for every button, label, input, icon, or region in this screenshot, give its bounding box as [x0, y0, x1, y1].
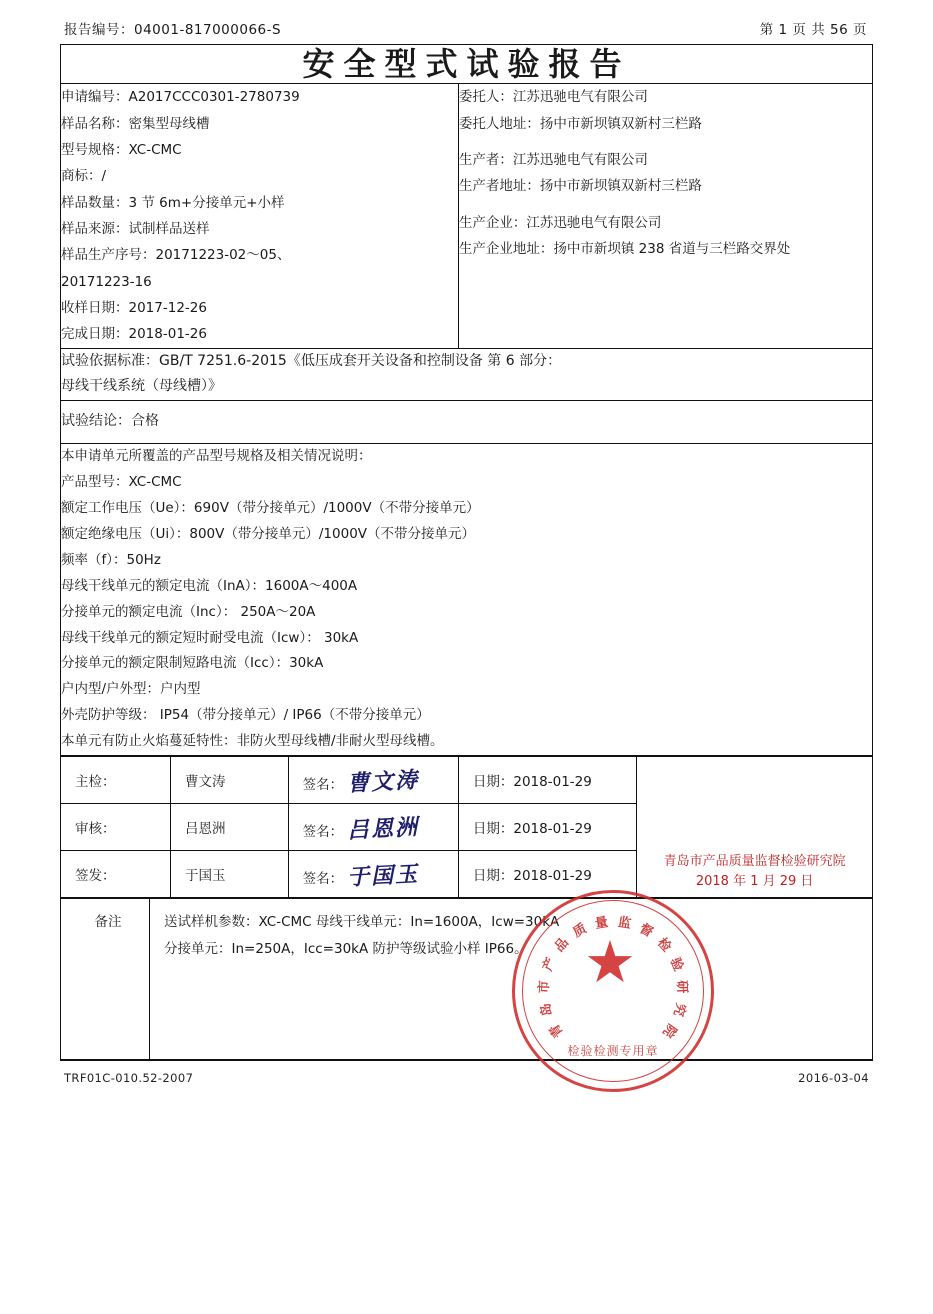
remark-label: 备注: [61, 899, 150, 1060]
seal-ring-text: 青 岛 市 产 品 质 量 监 督 检 验 研 究 院: [536, 914, 690, 1040]
page-header: [60, 18, 873, 44]
value: 密集型母线槽: [128, 115, 210, 132]
label: 委托人地址：: [458, 115, 540, 132]
signature-table: [61, 756, 872, 898]
conclusion-block: [61, 401, 873, 444]
info-row-serial-cont: [61, 269, 458, 295]
value: A2017CCC0301-2780739: [128, 89, 300, 106]
label: 完成日期：: [61, 326, 129, 343]
sign-label: 签名：: [302, 870, 344, 887]
label: 收样日期：: [61, 299, 129, 316]
sig-name-issuer: 于国玉: [170, 851, 288, 898]
conclusion-value: 合格: [131, 413, 159, 430]
handwritten-signature: 曹文涛: [346, 766, 421, 797]
sig-name-reviewer: 吕恩洲: [170, 804, 288, 851]
signature-row-inspector: [61, 757, 872, 804]
info-row-finish-date: [61, 321, 458, 347]
info-row-manufacturer-address: [459, 173, 872, 199]
sig-date-inspector: [458, 757, 636, 804]
label: 委托人：: [458, 89, 513, 106]
footer-form-code: TRF01C-010.52-2007: [64, 1071, 194, 1086]
standard-line-1: [61, 349, 872, 375]
info-row-client-address: [459, 111, 872, 137]
label: 样品数量：: [61, 194, 129, 211]
value: 2018-01-26: [128, 326, 207, 343]
label: 样品生产序号：: [61, 247, 156, 264]
stamp-caption: [637, 852, 872, 891]
remark-section-row: [61, 898, 873, 1061]
official-stamp-cell: [637, 757, 872, 898]
remark-table: [61, 898, 872, 1060]
seal-bottom-text: 检验检测专用章: [567, 1044, 659, 1058]
sig-name-inspector: 曹文涛: [170, 757, 288, 804]
label: 申请编号：: [61, 89, 129, 106]
date-value: 2018-01-29: [513, 774, 592, 791]
value: 扬中市新坝镇 238 省道与三栏路交界处: [553, 240, 791, 257]
info-row-sample-qty: [61, 190, 458, 216]
applicant-info-block: [61, 84, 459, 348]
label: 型号规格：: [61, 142, 129, 159]
spec-line: 外壳防护等级： IP54（带分接单元）/ IP66（不带分接单元）: [61, 707, 430, 724]
label: 生产者地址：: [458, 178, 540, 195]
label: 生产企业：: [458, 214, 527, 231]
remark-line-2: 分接单元：In=250A，Icc=30kA 防护等级试验小样 IP66。: [164, 941, 528, 958]
label: 商标：: [61, 168, 102, 185]
standard-label: 试验依据标准：: [61, 352, 159, 369]
info-row-client: [459, 84, 872, 110]
spec-intro: 本申请单元所覆盖的产品型号规格及相关情况说明：: [61, 448, 372, 465]
spec-line: 本单元有防止火焰蔓延特性：非防火型母线槽/非耐火型母线槽。: [61, 733, 444, 750]
standard-line-2: 母线干线系统（母线槽）》: [61, 378, 222, 395]
remark-line-1: 送试样机参数：XC-CMC 母线干线单元：In=1600A，Icw=30kA: [164, 914, 560, 931]
title-cell: [61, 45, 873, 84]
page-number: 第 1 页 共 56 页: [759, 22, 867, 38]
spacer: [459, 137, 872, 147]
standard-value: GB/T 7251.6-2015《低压成套开关设备和控制设备 第 6 部分：: [159, 352, 562, 369]
stamp-date: 2018 年 1 月 29 日: [695, 873, 814, 889]
date-value: 2018-01-29: [513, 868, 592, 885]
info-row-application-no: [61, 84, 458, 110]
label: 样品名称：: [61, 115, 129, 132]
info-row-receive-date: [61, 295, 458, 321]
date-label: 日期：: [472, 868, 514, 885]
report-number-label: 报告编号：: [64, 22, 134, 38]
info-row-serial: [61, 242, 458, 268]
report-number: [64, 18, 281, 38]
sig-date-issuer: [458, 851, 636, 898]
sign-label: 签名：: [302, 823, 344, 840]
spec-line: 户内型/户外型：户内型: [61, 681, 201, 698]
stamp-org: 青岛市产品质量监督检验研究院: [663, 854, 846, 870]
sig-role-issuer: 签发：: [61, 851, 170, 898]
sig-signature-issuer: [288, 851, 458, 898]
sig-signature-reviewer: [288, 804, 458, 851]
spec-line: 产品型号：XC-CMC: [61, 474, 182, 491]
spec-line: 分接单元的额定电流（Inc）： 250A～20A: [61, 603, 316, 620]
page-title: 安全型式试验报告: [302, 45, 631, 83]
spec-line: 频率（f）：50Hz: [61, 551, 161, 568]
sig-signature-inspector: [288, 757, 458, 804]
remark-row: [61, 899, 872, 1060]
handwritten-signature: 吕恩洲: [346, 813, 421, 844]
signature-section-row: [61, 756, 873, 899]
spec-line: 母线干线单元的额定短时耐受电流（Icw）： 30kA: [61, 629, 359, 646]
info-row-factory: [459, 210, 872, 236]
sig-role-reviewer: 审核：: [61, 804, 170, 851]
spacer: [459, 200, 872, 210]
value: /: [101, 168, 107, 185]
date-label: 日期：: [472, 774, 514, 791]
page-footer: [60, 1061, 873, 1085]
remark-body: [150, 899, 873, 1060]
standard-row: [61, 348, 873, 401]
date-label: 日期：: [472, 821, 514, 838]
value: XC-CMC: [128, 142, 182, 159]
standard-block: [61, 348, 873, 401]
info-row-factory-address: [459, 236, 872, 262]
info-row: [61, 84, 873, 348]
spec-row: [61, 444, 873, 756]
value: 江苏迅驰电气有限公司: [526, 214, 662, 231]
client-info-block: [458, 84, 872, 348]
spec-block: [61, 444, 873, 756]
value: 2017-12-26: [128, 299, 207, 316]
info-row-model: [61, 137, 458, 163]
label: 样品来源：: [61, 220, 129, 237]
spec-line: 分接单元的额定限制短路电流（Icc）：30kA: [61, 655, 324, 672]
value: 3 节 6m+分接单元+小样: [128, 194, 285, 211]
report-number-value: 04001-817000066-S: [134, 22, 282, 38]
value: 江苏迅驰电气有限公司: [512, 89, 648, 106]
info-row-sample-name: [61, 111, 458, 137]
info-row-manufacturer: [459, 147, 872, 173]
label: 生产企业地址：: [458, 240, 554, 257]
date-value: 2018-01-29: [513, 821, 592, 838]
sig-role-inspector: 主检：: [61, 757, 170, 804]
value: 试制样品送样: [128, 220, 210, 237]
spec-line: 额定工作电压（Ue）：690V（带分接单元）/1000V（不带分接单元）: [61, 500, 480, 516]
value: 20171223-02～05、: [155, 247, 291, 264]
value: 江苏迅驰电气有限公司: [512, 152, 648, 169]
footer-date: 2016-03-04: [798, 1071, 869, 1086]
value: 扬中市新坝镇双新村三栏路: [539, 178, 702, 195]
title-row: [61, 45, 873, 84]
label: 生产者：: [458, 152, 513, 169]
spec-line: 额定绝缘电压（Ui）：800V（带分接单元）/1000V（不带分接单元）: [61, 525, 476, 542]
report-table: [60, 44, 873, 1061]
info-row-sample-source: [61, 216, 458, 242]
info-row-trademark: [61, 163, 458, 189]
spec-line: 母线干线单元的额定电流（InA）：1600A～400A: [61, 577, 358, 594]
handwritten-signature: 于国玉: [346, 860, 421, 891]
sign-label: 签名：: [302, 776, 344, 793]
conclusion-label: 试验结论：: [61, 413, 131, 430]
sig-date-reviewer: [458, 804, 636, 851]
conclusion-row: [61, 401, 873, 444]
value: 扬中市新坝镇双新村三栏路: [539, 115, 702, 132]
value: 20171223-16: [61, 273, 152, 290]
